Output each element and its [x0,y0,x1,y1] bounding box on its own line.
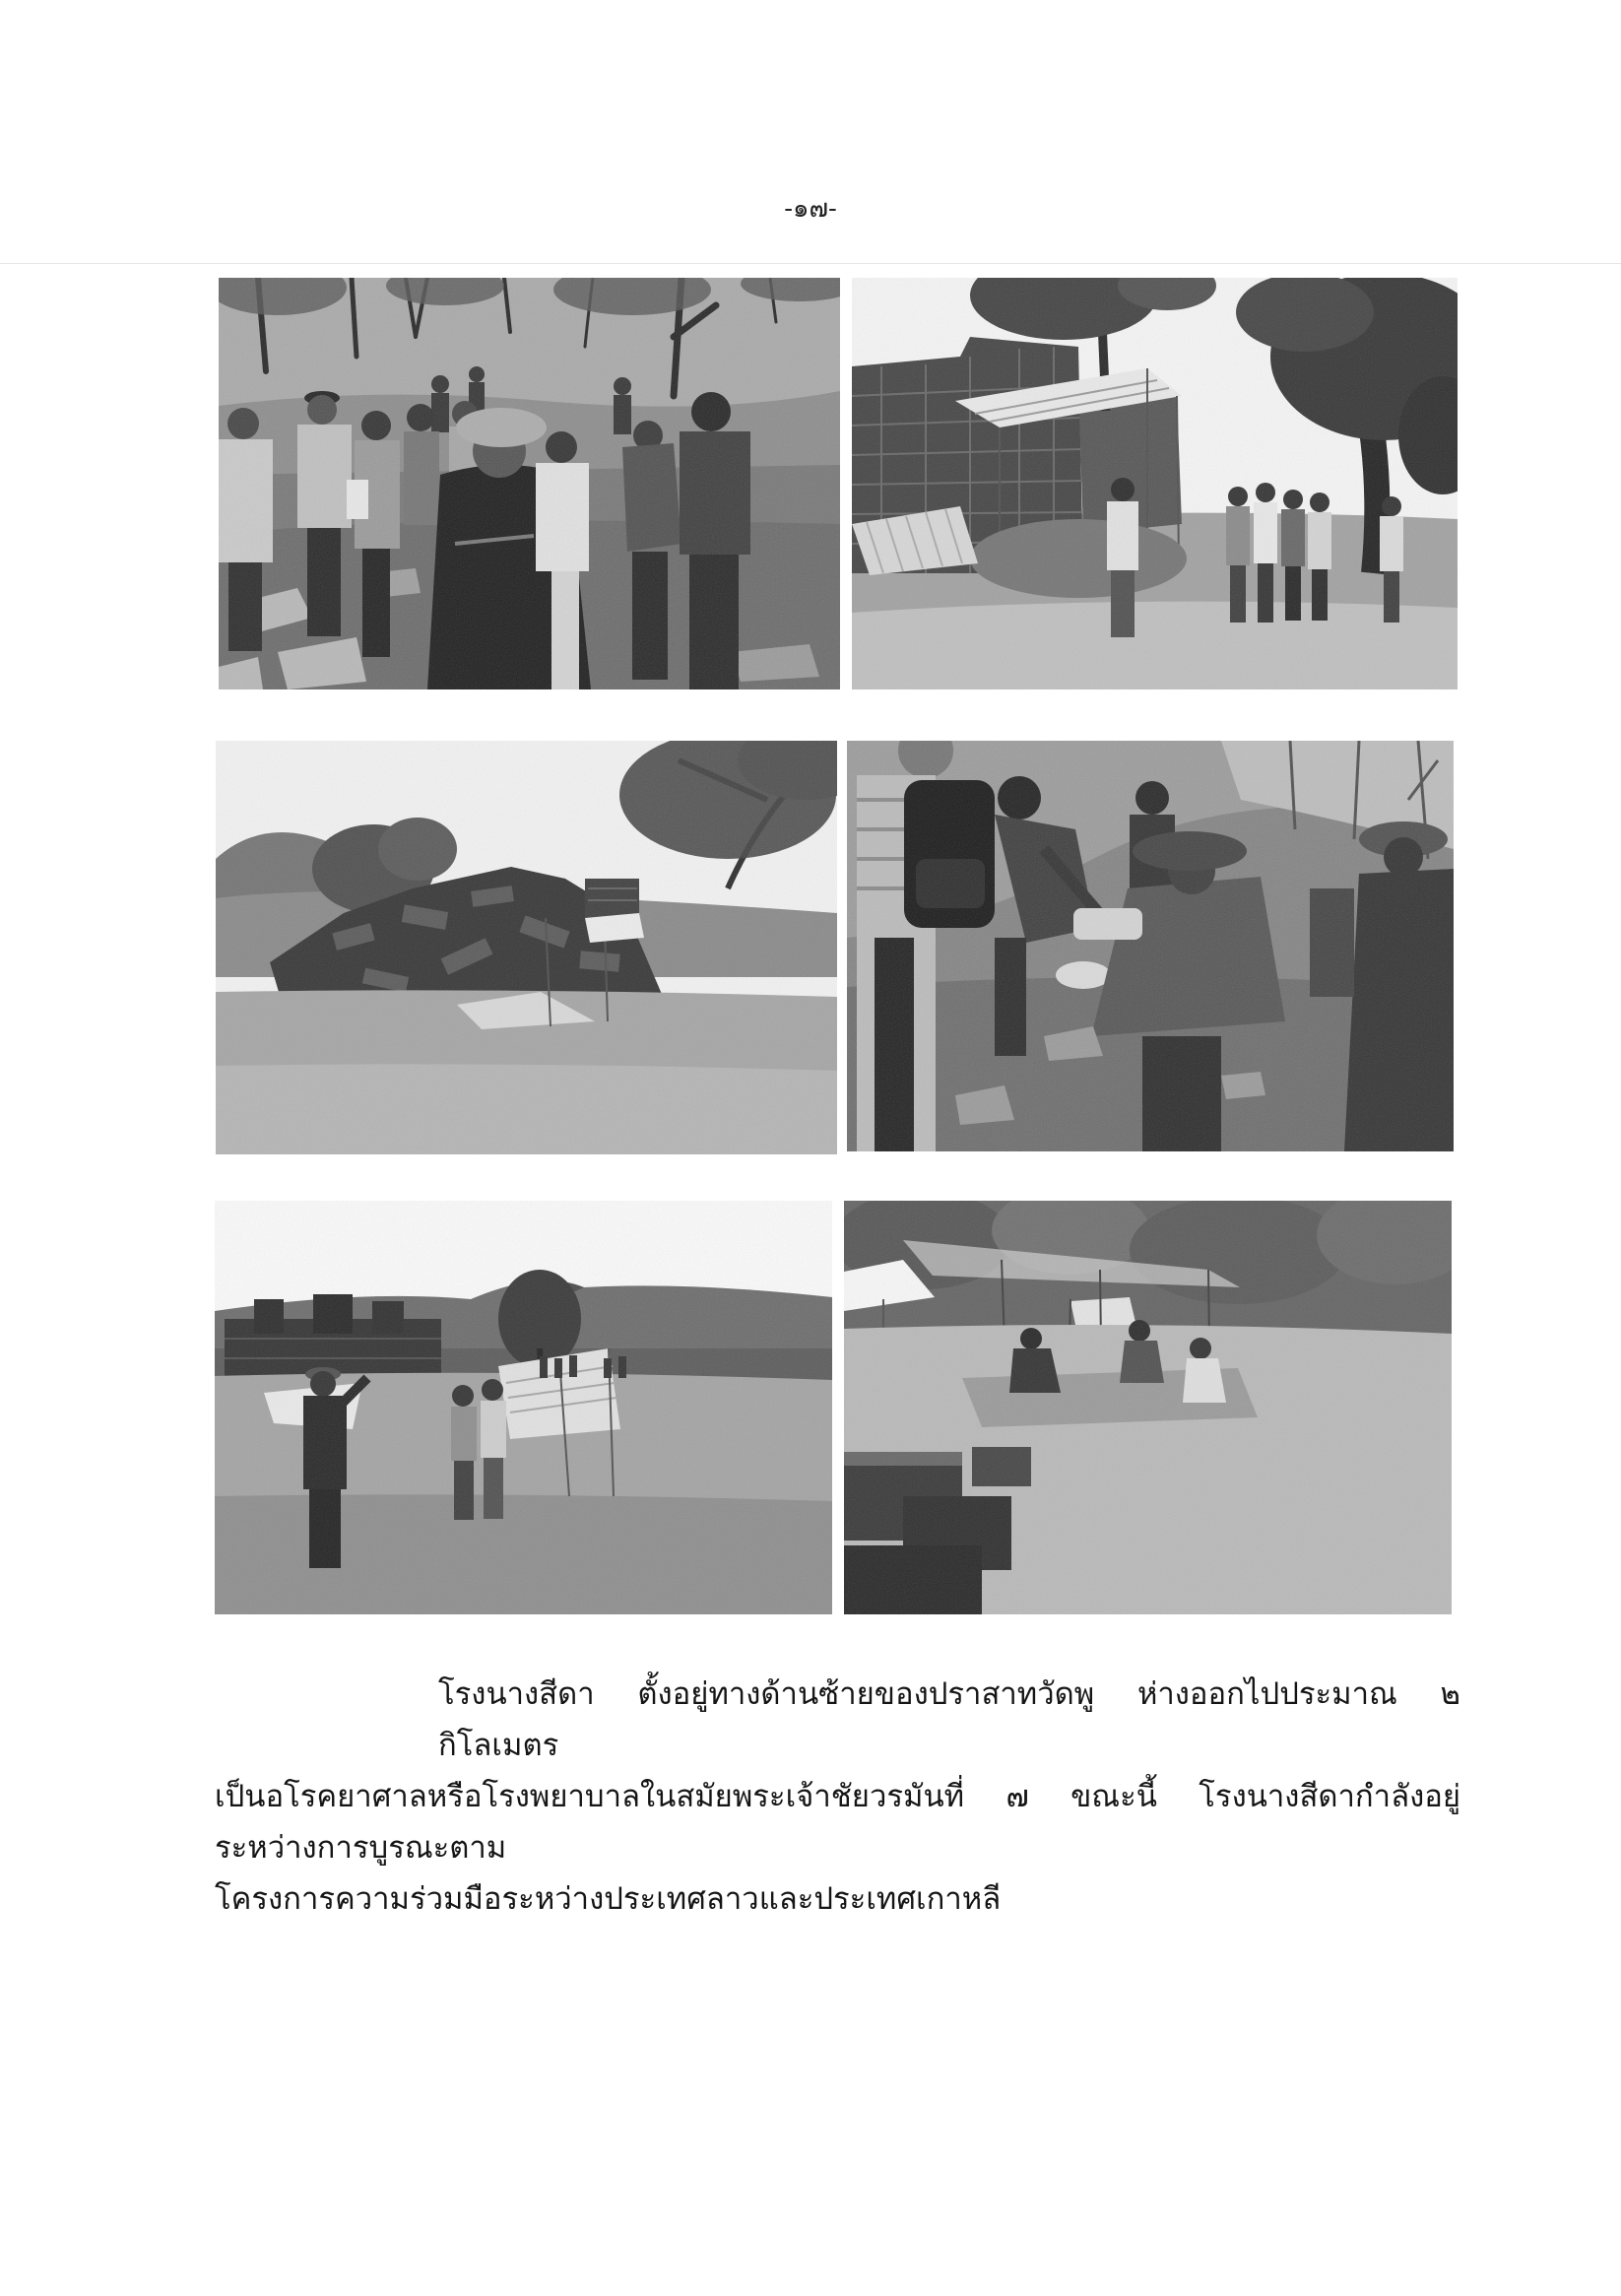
body-paragraph [215,1669,1460,1925]
photo-grain [844,1201,1452,1614]
photo-excavation-canopy-image [844,1201,1452,1614]
photo-excavation-canopy [844,1201,1452,1614]
photo-grain [847,741,1454,1151]
photo-grain [219,278,840,689]
page-number: -๑๗- [784,194,837,224]
paragraph-line-1: โรงนางสีดา ตั้งอยู่ทางด้านซ้ายของปราสาทวัดพู ห่างออกไปประมาณ ๒ กิโลเมตร [438,1676,1460,1763]
photo-grain [852,278,1458,689]
paragraph-line-3: โครงการความร่วมมือระหว่างประเทศลาวและประเทศเกาหลี [215,1881,1002,1917]
photo-group-on-site [219,278,840,689]
photo-temple-ruin-tarps-image [215,1201,832,1614]
photo-grain [216,741,837,1154]
photo-stone-pile-image [216,741,837,1154]
photo-stone-pile [216,741,837,1154]
photo-group-on-site-image [219,278,840,689]
photo-people-inspecting [847,741,1454,1151]
photo-people-inspecting-image [847,741,1454,1151]
scan-artifact-line [0,263,1621,264]
photo-ruin-wall-tarp [852,278,1458,689]
photo-ruin-wall-tarp-image [852,278,1458,689]
paragraph-line-2: เป็นอโรคยาศาลหรือโรงพยาบาลในสมัยพระเจ้าชัยวรมันที่ ๗ ขณะนี้ โรงนางสีดากำลังอยู่ระหว่างการบูรณะตาม [215,1779,1460,1866]
photo-grain [215,1201,832,1614]
photo-temple-ruin-tarps [215,1201,832,1614]
